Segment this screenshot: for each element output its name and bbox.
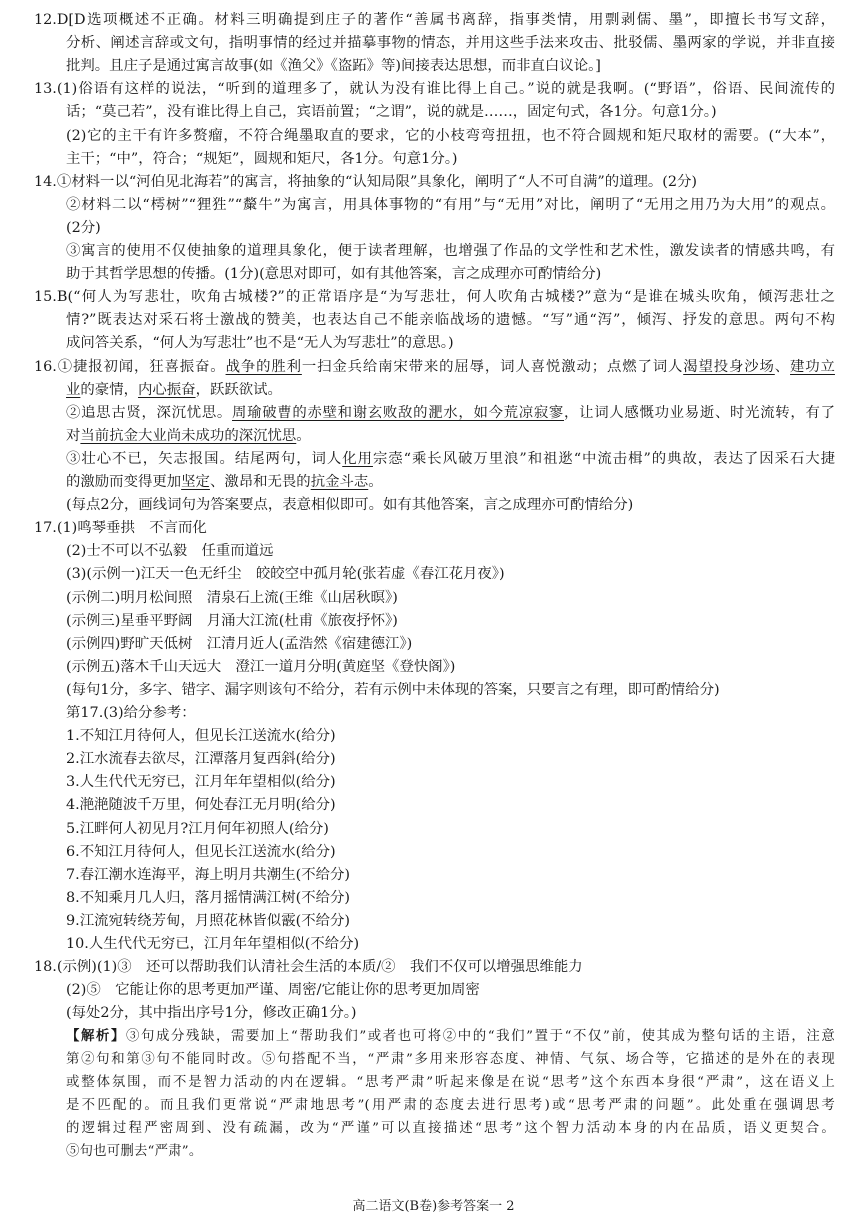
text-line: (示例四)野旷天低树 江清月近人(孟浩然《宿建德江》) xyxy=(66,635,413,652)
text-line: 成问答关系，“何人为写悲壮”也不是“无人为写悲壮”的意思。) xyxy=(66,335,454,352)
text-line: ③壮心不已，矢志报国。结尾两句，词人化用宗悫“乘长风破万里浪”和祖逖“中流击楫”的典故，表达了因采石大捷 xyxy=(66,450,835,467)
text-line: 是不匹配的。而且我们更常说“严肃地思考”(用严肃的态度去进行思考)或“思考严肃的问题”。此处重在强调思考 xyxy=(66,1097,835,1113)
text-line: (示例五)落木千山天远大 澄江一道月分明(黄庭坚《登快阁》) xyxy=(66,658,456,675)
text-line: 3.人生代代无穷已，江月年年望相似(给分) xyxy=(66,774,336,791)
text-line: 分析、阐述言辞或文句，指明事情的经过并描摹事物的情态，并用这些手法来攻击、批驳儒、墨两家的学说，并非直接 xyxy=(66,35,835,52)
text-line: 4.滟滟随波千万里，何处春江无月明(给分) xyxy=(66,797,336,814)
text-line: 17.(1)鸣琴垂拱 不言而化 xyxy=(34,520,207,537)
text-line: 1.不知江月待何人，但见长江送流水(给分) xyxy=(66,728,336,745)
text-line: 对当前抗金大业尚未成功的深沉忧思。 xyxy=(66,427,311,444)
text-line: 16.①捷报初闻，狂喜振奋。战争的胜利一扫金兵给南宋带来的屈辱，词人喜悦激动；点燃了词人渴望投身沙场、建功立 xyxy=(34,358,835,375)
text-line: (3)(示例一)江天一色无纤尘 皎皎空中孤月轮(张若虚《春江花月夜》) xyxy=(66,566,505,583)
text-line: 10.人生代代无穷已，江月年年望相似(不给分) xyxy=(66,936,360,952)
text-line: 的激励而变得更加坚定、激昂和无畏的抗金斗志。 xyxy=(66,474,383,490)
text-line: 5.江畔何人初见月?江月何年初照人(给分) xyxy=(66,820,329,837)
text-line: 批判。且庄子是通过寓言故事(如《渔父》《盗跖》等)间接表达思想，而非直白议论。] xyxy=(66,58,601,75)
text-line: (2)它的主干有许多赘瘤，不符合绳墨取直的要求，它的小枝弯弯扭扭，也不符合圆规和矩尺取材的需要。(“大本”， xyxy=(66,127,835,144)
text-line: (每处2分，其中指出序号1分，修改正确1分。) xyxy=(66,1005,357,1022)
text-line: 话；“莫己若”，没有谁比得上自己，宾语前置；“之谓”，说的就是……，固定句式，各1分。句意1分。) xyxy=(66,104,717,121)
text-line: 14.①材料一以“河伯见北海若”的寓言，将抽象的“认知局限”具象化，阐明了“人不可自满”的道理。(2分) xyxy=(34,173,698,190)
text-line: (2分) xyxy=(66,219,101,236)
text-line: 助于其哲学思想的传播。(1分)(意思对即可，如有其他答案，言之成理亦可酌情给分) xyxy=(66,266,602,283)
text-line: (2)⑤ 它能让你的思考更加严谨、周密/它能让你的思考更加周密 xyxy=(66,982,480,999)
text-line: 情?”既表达对采石将士激战的赞美，也表达自己不能亲临战场的遗憾。“写”通“泻”，倾泻、抒发的意思。两句不构 xyxy=(66,312,835,329)
text-line: 13.(1)俗语有这样的说法，“听到的道理多了，就认为没有谁比得上自己。”说的就是我啊。(“野语”，俗语、民间流传的 xyxy=(34,81,835,98)
text-line: ②追思古贤，深沉忧思。周瑜破曹的赤壁和谢玄败敌的淝水，如今荒凉寂寥，让词人感慨功业易逝、时光流转，有了 xyxy=(66,404,835,421)
text-line: (每句1分，多字、错字、漏字则该句不给分，若有示例中未体现的答案，只要言之有理，即可酌情给分) xyxy=(66,681,720,698)
page-footer: 高二语文(B卷)参考答案一 2 xyxy=(352,1199,515,1214)
text-line: 【解析】③句成分残缺，需要加上“帮助我们”或者也可将②中的“我们”置于“不仅”前，使其成为整句话的主语，注意 xyxy=(66,1028,835,1045)
text-line: 第②句和第③句不能同时改。⑤句搭配不当，“严肃”多用来形容态度、神情、气氛、场合等，它描述的是外在的表现 xyxy=(66,1051,835,1067)
text-line: (示例二)明月松间照 清泉石上流(王维《山居秋暝》) xyxy=(66,589,398,606)
text-line: ②材料二以“樗树”“狸狌”“斄牛”为寓言，用具体事物的“有用”与“无用”对比，阐明了“无用之用乃为大用”的观点。 xyxy=(66,196,835,213)
text-line: 18.(示例)(1)③ 还可以帮助我们认清社会生活的本质/② 我们不仅可以增强思维能力 xyxy=(34,959,583,976)
text-line: ③寓言的使用不仅使抽象的道理具象化，便于读者理解，也增强了作品的文学性和艺术性，激发读者的情感共鸣，有 xyxy=(66,243,835,259)
text-line: (每点2分，画线词句为答案要点，表意相似即可。如有其他答案，言之成理亦可酌情给分) xyxy=(66,497,634,514)
text-line: 8.不知乘月几人归，落月摇情满江树(不给分) xyxy=(66,889,350,906)
text-line: 6.不知江月待何人，但见长江送流水(给分) xyxy=(66,843,336,860)
text-line: 7.春江潮水连海平，海上明月共潮生(不给分) xyxy=(66,866,350,883)
text-line: 12.D[D选项概述不正确。材料三明确提到庄子的著作“善属书离辞，指事类情，用剽剥儒、墨”，即擅长书写文辞， xyxy=(34,12,835,28)
text-line: 的逻辑过程严密周到、没有疏漏，改为“严谨”可以直接描述“思考”这个智力活动本身的内在品质，语义更契合。 xyxy=(66,1120,835,1136)
text-line: (2)士不可以不弘毅 任重而道远 xyxy=(66,543,274,560)
text-line: ⑤句也可删去“严肃”。 xyxy=(66,1143,203,1159)
text-line: 主干；“中”，符合；“规矩”，圆规和矩尺，各1分。句意1分。) xyxy=(66,150,458,167)
text-line: 9.江流宛转绕芳甸，月照花林皆似霰(不给分) xyxy=(66,912,350,929)
text-line: 或整体氛围，而不是智力活动的内在逻辑。“思考严肃”听起来像是在说“思考”这个东西本身很“严肃”，这在语义上 xyxy=(66,1074,835,1090)
text-line: 第17.(3)给分参考： xyxy=(66,705,196,721)
text-line: 2.江水流春去欲尽，江潭落月复西斜(给分) xyxy=(66,751,336,768)
text-line: 15.B(“何人为写悲壮，吹角古城楼?”的正常语序是“为写悲壮，何人吹角古城楼?”意为“是谁在城头吹角，倾泻悲壮之 xyxy=(34,289,835,306)
text-line: (示例三)星垂平野阔 月涌大江流(杜甫《旅夜抒怀》) xyxy=(66,612,398,629)
text-line: 业的豪情，内心振奋，跃跃欲试。 xyxy=(66,381,282,398)
